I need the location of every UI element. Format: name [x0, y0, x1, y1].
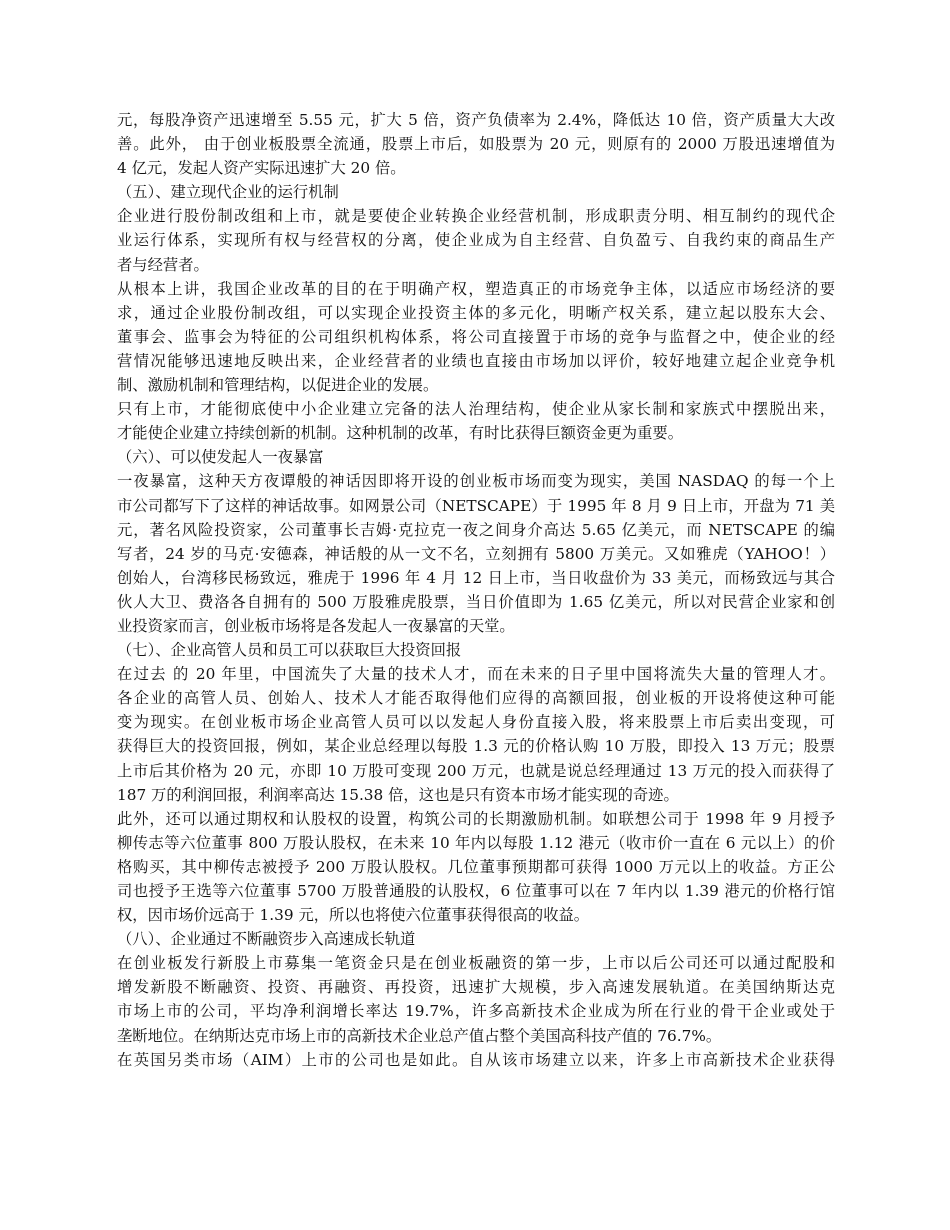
text-line: 上市后其价格为 20 元，亦即 10 万股可变现 200 万元，也就是说总经理通过 13 万元的投入而获得了: [117, 761, 835, 780]
text-line: 只有上市，才能彻底使中小企业建立完备的法人治理结构，使企业从家长制和家族式中摆脱出来，: [117, 400, 835, 419]
text-line: 制、激励机制和管理结构，以促进企业的发展。: [117, 376, 439, 395]
text-line: 写者，24 岁的马克·安德森，神话般的从一文不名，立刻拥有 5800 万美元。又如雅虎（YAHOO！）: [117, 544, 835, 563]
text-line: 在英国另类市场（AIM）上市的公司也是如此。自从该市场建立以来，许多上市高新技术企业获得: [117, 1050, 835, 1069]
text-line: 元，每股净资产迅速增至 5.55 元，扩大 5 倍，资产负债率为 2.4%，降低达 10 倍，资产质量大大改: [117, 111, 835, 129]
text-line: 元，著名风险投资家，公司董事长吉姆·克拉克一夜之间身介高达 5.65 亿美元，而 NETSCAPE 的编: [117, 520, 835, 539]
text-line: 伙人大卫、费洛各自拥有的 500 万股雅虎股票，当日价值即为 1.65 亿美元，所以对民营企业家和创: [117, 592, 835, 611]
text-line: 创始人，台湾移民杨致远，雅虎于 1996 年 4 月 12 日上市，当日收盘价为 33 美元，而杨致远与其合: [117, 568, 835, 587]
text-line: （七）、企业高管人员和员工可以获取巨大投资回报: [117, 641, 462, 660]
text-line: 获得巨大的投资回报，例如，某企业总经理以每股 1.3 元的价格认购 10 万股，即投入 13 万元；股票: [117, 737, 835, 756]
text-line: （八）、企业通过不断融资步入高速成长轨道: [117, 930, 416, 949]
text-line: 营情况能够迅速地反映出来，企业经营者的业绩也直接由市场加以评价，较好地建立起企业竞争机: [117, 351, 835, 370]
text-line: 从根本上讲，我国企业改革的目的在于明确产权，塑造真正的市场竞争主体，以适应市场经济的要: [117, 279, 835, 298]
text-line: 者与经营者。: [117, 255, 209, 274]
text-line: 在过去 的 20 年里，中国流失了大量的技术人才，而在未来的日子里中国将流失大量的管理人才。: [117, 665, 835, 684]
text-line: 一夜暴富，这种天方夜谭般的神话因即将开设的创业板市场而变为现实，美国 NASDAQ 的每一个上: [117, 472, 835, 491]
text-line: （五）、建立现代企业的运行机制: [117, 183, 339, 202]
text-line: 业投资家而言，创业板市场将是各发起人一夜暴富的天堂。: [117, 616, 515, 635]
text-line: 才能使企业建立持续创新的机制。这种机制的改革，有时比获得巨额资金更为重要。: [117, 424, 683, 443]
text-line: 垄断地位。在纳斯达克市场上市的高新技术企业总产值占整个美国高科技产值的 76.7%。: [117, 1026, 722, 1045]
text-line: 187 万的利润回报，利润率高达 15.38 倍，这也是只有资本市场才能实现的奇迹。: [117, 785, 679, 804]
text-line: 善。此外， 由于创业板股票全流通，股票上市后，如股票为 20 元，则原有的 2000 万股迅速增值为: [117, 135, 835, 154]
text-line: （六）、可以使发起人一夜暴富: [117, 448, 324, 467]
text-line: 4 亿元，发起人资产实际迅速扩大 20 倍。: [117, 159, 406, 178]
text-line: 司也授予王选等六位董事 5700 万股普通股的认股权，6 位董事可以在 7 年内以 1.39 港元的价格行馆: [117, 882, 835, 900]
text-line: 董事会、监事会为特征的公司组织机构体系，将公司直接置于市场的竞争与监督之中，使企业的经: [117, 327, 835, 346]
document-body: [117, 108, 835, 1072]
text-line: 在创业板发行新股上市募集一笔资金只是在创业板融资的第一步，上市以后公司还可以通过配股和: [117, 954, 835, 973]
text-line: 格购买，其中柳传志被授予 200 万股认股权。几位董事预期都可获得 1000 万元以上的收益。方正公: [117, 857, 835, 876]
text-line: 此外，还可以通过期权和认股权的设置，构筑公司的长期激励机制。如联想公司于 1998 年 9 月授予: [117, 809, 835, 828]
text-line: 变为现实。在创业板市场企业高管人员可以以发起人身份直接入股，将来股票上市后卖出变现，可: [117, 713, 835, 732]
text-line: 增发新股不断融资、投资、再融资、再投资，迅速扩大规模，步入高速发展轨道。在美国纳斯达克: [117, 978, 835, 997]
text-line: 市场上市的公司，平均净利润增长率达 19.7%，许多高新技术企业成为所在行业的骨干企业或处于: [117, 1002, 835, 1021]
text-line: 权，因市场价远高于 1.39 元，所以也将使六位董事获得很高的收益。: [117, 906, 590, 925]
text-line: 企业进行股份制改组和上市，就是要使企业转换企业经营机制，形成职责分明、相互制约的现代企: [117, 207, 835, 226]
text-line: 各企业的高管人员、创始人、技术人才能否取得他们应得的高额回报，创业板的开设将使这种可能: [117, 689, 835, 708]
text-line: 柳传志等六位董事 800 万股认股权，在未来 10 年内以每股 1.12 港元（收市价一直在 6 元以上）的价: [117, 833, 835, 852]
text-line: 业运行体系，实现所有权与经营权的分离，使企业成为自主经营、自负盈亏、自我约束的商品生产: [117, 231, 835, 250]
text-line: 市公司都写下了这样的神话故事。如网景公司（NETSCAPE）于 1995 年 8 月 9 日上市，开盘为 71 美: [117, 496, 835, 515]
text-line: 求，通过企业股份制改组，可以实现企业投资主体的多元化，明晰产权关系，建立起以股东大会、: [117, 303, 835, 322]
